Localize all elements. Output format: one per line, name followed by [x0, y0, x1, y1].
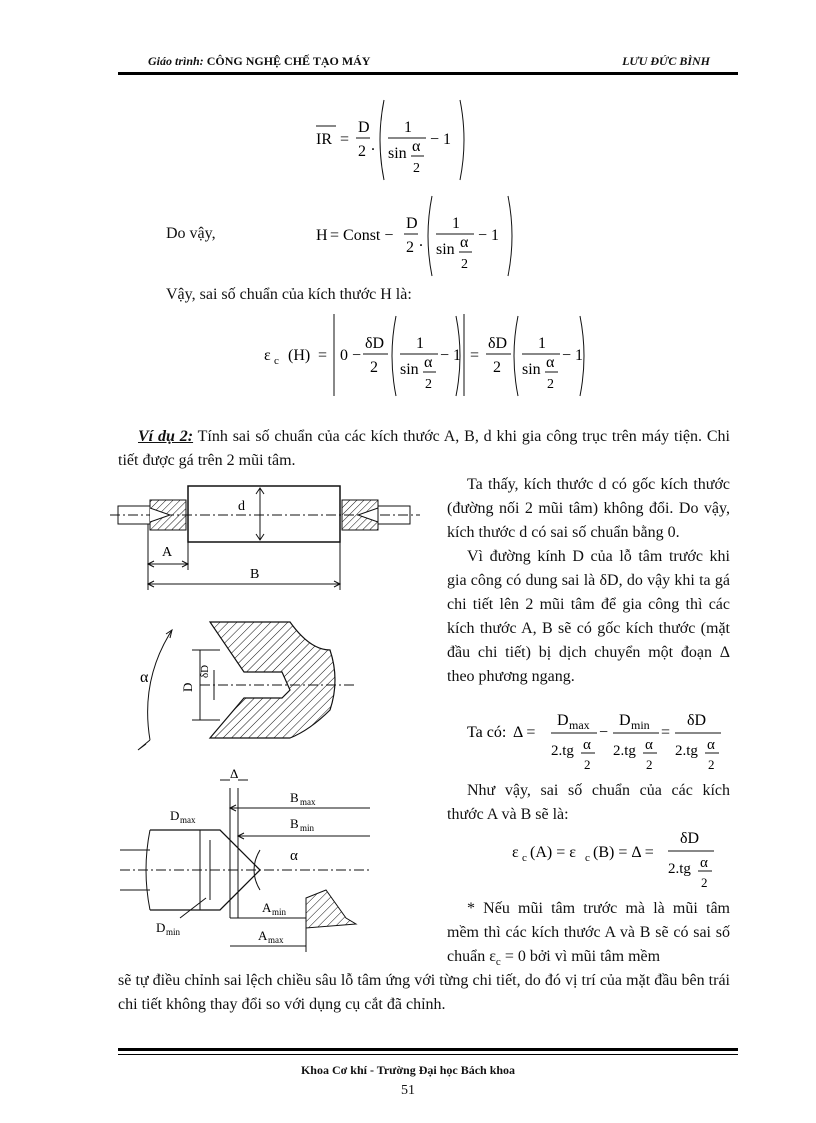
right-p4-text: * Nếu mũi tâm trước mà là mũi tâm mềm thì các kích thước A và B sẽ có sai số chuẩn ε [447, 900, 730, 965]
eq3-num: δD [365, 335, 385, 352]
eq1-sin: sin [388, 145, 407, 162]
eq1-dot: . [371, 137, 375, 154]
fig3-amin-label: A [262, 900, 272, 915]
eq1-minus-one: − 1 [430, 131, 452, 148]
fig1-a-label: A [162, 545, 173, 560]
eq4-dmin: D [619, 712, 631, 729]
eq3-alpha: α [424, 354, 433, 371]
eq1-den: 2 [358, 143, 366, 160]
eq3-two: 2 [425, 377, 432, 392]
example-text: Tính sai số chuẩn của các kích thước A, B, d khi gia công trục trên máy tiện. Chi tiết được gá trên 2 mũi tâm. [118, 428, 731, 469]
fig3-delta-label: Δ [230, 768, 239, 781]
fig2-alpha-label: α [140, 669, 149, 686]
fig3-amax-label: A [258, 928, 268, 943]
eq3-sin: sin [400, 361, 419, 378]
figure-shaft-between-centers [110, 478, 420, 598]
eq3-minus-one2: − 1 [562, 347, 584, 364]
eq4-two1: 2 [584, 757, 591, 772]
eq2-minus-one: − 1 [478, 227, 500, 244]
eq5-dD: δD [680, 830, 700, 847]
fig3-amin-sub: min [272, 907, 287, 917]
page-number: 51 [401, 1083, 415, 1098]
header-rule [118, 72, 738, 75]
eq1-alpha: α [412, 138, 421, 155]
fig3-dmax-sub: max [180, 815, 196, 825]
header-book-title: CÔNG NGHỆ CHẾ TẠO MÁY [206, 54, 371, 68]
right-p4-sub: c [495, 956, 501, 969]
fig3-dmin-label: D [156, 920, 166, 935]
eq3-alpha2: α [546, 354, 555, 371]
fig3-amax-sub: max [268, 935, 284, 945]
figure-dimension-shift [120, 768, 380, 958]
right-column-p4 [447, 897, 730, 974]
eq4-den2: 2.tg [613, 743, 636, 759]
eq4-eq: = [661, 724, 671, 741]
eq5-a: (A) = ε [530, 844, 576, 861]
eq2-lhs: H [316, 227, 328, 244]
eq3-arg: (H) [288, 347, 311, 364]
eq5-sub2: c [585, 852, 590, 864]
eq4-dD: δD [687, 712, 707, 729]
taco-label: Ta có: [467, 724, 507, 741]
equation-eps-ab [510, 823, 720, 895]
eq5-alpha: α [700, 855, 708, 871]
eq4-dmax: D [557, 712, 569, 729]
header-left [148, 54, 370, 69]
eq4-den1: 2.tg [551, 743, 574, 759]
right-column-p3 [447, 779, 730, 827]
header-author: LƯU ĐỨC BÌNH [622, 54, 710, 68]
fig1-d-label: d [238, 499, 245, 514]
eq2-alpha: α [460, 234, 469, 251]
eq5-den: 2.tg [668, 861, 691, 877]
eq3-sub: c [274, 355, 279, 367]
eq2-sin: sin [436, 241, 455, 258]
eq5-sub1: c [522, 852, 527, 864]
example-label: Ví dụ 2: [138, 428, 194, 445]
eq2-num: D [406, 215, 418, 232]
eq2-const: = Const − [330, 227, 394, 244]
footer-rule-thin [118, 1054, 738, 1055]
fig3-bmax-label: B [290, 790, 299, 805]
fig2-d-label: D [180, 682, 195, 692]
equation-ir [300, 92, 470, 182]
eq5-two: 2 [701, 875, 708, 890]
eq4-alpha2: α [645, 737, 653, 753]
eq2-dot: . [419, 233, 423, 250]
eq1-lhs: IR [316, 131, 332, 148]
eq3-eq2: = [470, 347, 480, 364]
eq1-one: 1 [404, 119, 412, 136]
fig1-b-label: B [250, 567, 260, 582]
eq3-den2: 2 [493, 359, 501, 376]
eq4-dmax-sub: max [569, 718, 590, 732]
eq1-equals: = [340, 131, 350, 148]
eq2-den: 2 [406, 239, 414, 256]
fig2-dd-label: δD [199, 664, 211, 678]
eq1-two: 2 [413, 161, 420, 176]
eq3-num2: δD [488, 335, 508, 352]
eq4-den3: 2.tg [675, 743, 698, 759]
fig3-bmax-sub: max [300, 797, 316, 807]
eq4-alpha3: α [707, 737, 715, 753]
eq3-sin2: sin [522, 361, 541, 378]
do-vay-label: Do vậy, [166, 225, 216, 242]
eq5-b: (B) = Δ = [593, 844, 654, 861]
right-p4-end: = 0 bởi vì mũi tâm mềm [500, 948, 661, 965]
eq4-delta: Δ = [513, 724, 536, 741]
footer-rule-thick [118, 1048, 738, 1051]
eq2-one: 1 [452, 215, 460, 232]
eq3-minus-one: − 1 [440, 347, 462, 364]
right-p1-text: Ta thấy, kích thước d có gốc kích thước (đường nối 2 mũi tâm) không đổi. Do vậy, kích thước d có sai số chuẩn bằng 0. [447, 476, 730, 541]
equation-delta [447, 707, 732, 779]
eq3-one: 1 [416, 335, 424, 352]
fig3-dmin-sub: min [166, 927, 181, 937]
eq1-num: D [358, 119, 370, 136]
eq4-minus: − [599, 724, 609, 741]
eq2-two: 2 [461, 257, 468, 272]
fig3-alpha-label: α [290, 848, 298, 864]
eq4-two2: 2 [646, 757, 653, 772]
right-column-p1 [447, 473, 730, 689]
right-p2-text: Vì đường kính D của lỗ tâm trước khi gia công có dung sai là δD, do vậy khi ta gá chi tiết lên 2 mũi tâm để gia công thì các kích thước A, B sẽ có gốc kích thước (mặt đầu chi tiết) bị dịch chuyển một đoạn Δ theo phương ngang. [447, 548, 730, 685]
footer-text: Khoa Cơ khí - Trường Đại học Bách khoa [300, 1063, 516, 1077]
eq4-alpha1: α [583, 737, 591, 753]
eq3-zero: 0 − [340, 347, 362, 364]
fig3-bmin-label: B [290, 816, 299, 831]
equation-eps-h [262, 308, 592, 400]
figure-center-hole [130, 610, 360, 760]
eq4-dmin-sub: min [631, 718, 650, 732]
eq3-eq: = [318, 347, 328, 364]
eq3-den: 2 [370, 359, 378, 376]
equation-h [312, 190, 522, 280]
right-p3-text: Như vậy, sai số chuẩn của các kích thước A và B sẽ là: [447, 782, 730, 823]
example-paragraph [118, 425, 730, 473]
eq5-eps: ε [512, 844, 519, 861]
vay-sentence: Vậy, sai số chuẩn của kích thước H là: [166, 286, 412, 303]
eq3-two2: 2 [547, 377, 554, 392]
eq3-eps: ε [264, 347, 271, 364]
fig3-dmax-label: D [170, 808, 180, 823]
fig3-bmin-sub: min [300, 823, 315, 833]
closing-paragraph: sẽ tự điều chỉnh sai lệch chiều sâu lỗ tâm ứng với từng chi tiết, do đó vị trí của mặt đầu bên trái chi tiết không thay đổi so với dụng cụ cắt đã chỉnh. [118, 972, 730, 1013]
eq4-two3: 2 [708, 757, 715, 772]
eq3-one2: 1 [538, 335, 546, 352]
header-prefix: Giáo trình: [148, 54, 204, 68]
